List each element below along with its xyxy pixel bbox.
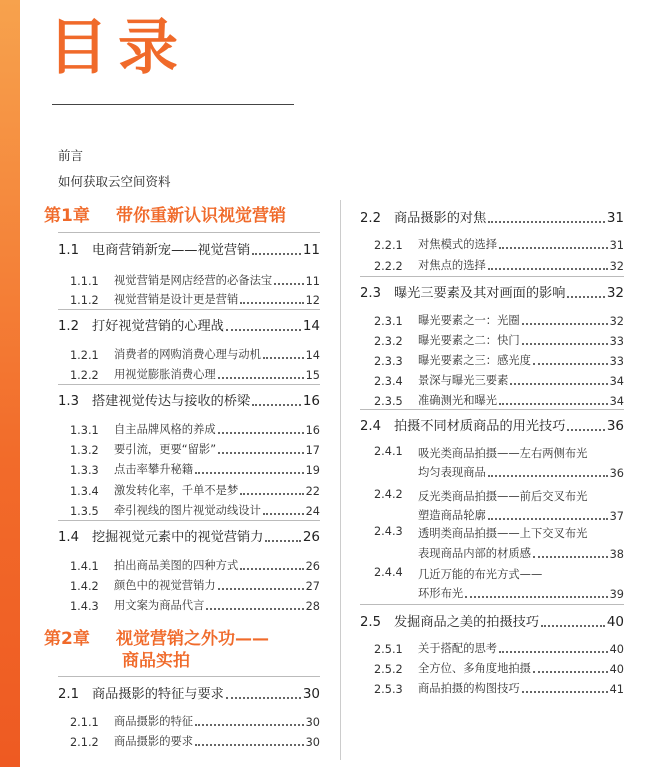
leader-dots <box>218 451 304 454</box>
subsection-title: 曝光要素之二：快门 <box>418 334 520 347</box>
toc-subsection-1-1-2[interactable] <box>70 289 320 307</box>
subsection-number: 1.4.2 <box>70 580 99 593</box>
leader-dots <box>541 624 605 627</box>
subsection-number: 2.3.1 <box>374 315 403 328</box>
page-number: 32 <box>609 315 624 328</box>
leader-dots <box>533 670 608 673</box>
subsection-number: 2.1.2 <box>70 736 99 749</box>
toc-subsection-2-5-1[interactable] <box>374 638 624 656</box>
chapter-title-line-1: 视觉营销之外功—— <box>116 629 269 649</box>
chapter-number: 第1章 <box>44 206 90 226</box>
section-title: 搭建视觉传达与接收的桥梁 <box>92 394 251 409</box>
subsection-title: 商品拍摄的构图技巧 <box>418 682 520 695</box>
section-number: 2.2 <box>360 211 381 226</box>
page-number: 30 <box>302 686 320 702</box>
page-number: 40 <box>606 614 624 630</box>
subsection-title: 曝光要素之三：感光度 <box>418 354 531 367</box>
subsection-title: 用文案为商品代言 <box>114 599 205 612</box>
page-number: 31 <box>609 239 624 252</box>
leader-dots <box>533 555 608 558</box>
subsection-number: 2.3.2 <box>374 335 403 348</box>
section-number: 1.4 <box>58 530 79 545</box>
column-separator <box>340 200 341 760</box>
page-number: 12 <box>305 294 320 307</box>
page-number: 16 <box>302 393 320 409</box>
subsection-number: 1.2.2 <box>70 369 99 382</box>
toc-subsection-1-3-4[interactable] <box>70 480 320 498</box>
leader-dots <box>263 356 304 359</box>
leader-dots <box>465 595 607 598</box>
page-number: 32 <box>606 285 624 301</box>
leader-dots <box>265 539 300 542</box>
leader-dots <box>195 743 304 746</box>
page-number: 14 <box>302 318 320 334</box>
section-number: 2.1 <box>58 687 79 702</box>
toc-subsection-1-2-1[interactable] <box>70 344 320 362</box>
leader-dots <box>488 220 605 223</box>
toc-section-2-2[interactable] <box>360 206 624 226</box>
section-title: 电商营销新宠——视觉营销 <box>92 243 251 258</box>
section-number: 1.2 <box>58 319 79 334</box>
page-number: 22 <box>305 485 320 498</box>
leader-dots <box>499 402 608 405</box>
subsection-title-line-2: 环形布光 <box>418 587 464 600</box>
page-number: 11 <box>302 242 320 258</box>
page-number: 32 <box>609 260 624 273</box>
toc-subsection-2-4-4-title-line-1[interactable]: 几近万能的布光方式—— <box>418 568 543 581</box>
leader-dots <box>252 403 301 406</box>
section-divider <box>58 232 320 233</box>
toc-subsection-2-2-2[interactable] <box>374 255 624 273</box>
leader-dots <box>499 650 608 653</box>
subsection-number: 2.3.4 <box>374 375 403 388</box>
toc-section-1-3[interactable] <box>58 389 320 409</box>
toc-subsection-2-1-1[interactable] <box>70 711 320 729</box>
section-title: 曝光三要素及其对画面的影响 <box>394 286 566 301</box>
section-title: 发掘商品之美的拍摄技巧 <box>394 615 540 630</box>
toc-subsection-2-4-2-number: 2.4.2 <box>374 488 403 501</box>
page-number: 11 <box>305 275 320 288</box>
subsection-title: 视觉营销是设计更是营销 <box>114 293 239 306</box>
page-number: 39 <box>609 588 624 601</box>
leader-dots <box>218 431 304 434</box>
leader-dots <box>206 607 303 610</box>
section-title: 商品摄影的对焦 <box>394 211 487 226</box>
subsection-number: 1.4.3 <box>70 600 99 613</box>
page-number: 40 <box>609 663 624 676</box>
orange-edge-stripe <box>0 0 20 767</box>
leader-dots <box>522 342 608 345</box>
toc-subsection-2-4-3-title-line-1[interactable]: 透明类商品拍摄——上下交叉布光 <box>418 527 588 540</box>
chapter-title: 带你重新认识视觉营销 <box>116 206 286 226</box>
leader-dots <box>274 282 303 285</box>
leader-dots <box>522 322 608 325</box>
toc-section-2-5[interactable] <box>360 610 624 630</box>
subsection-title: 商品摄影的特征 <box>114 715 194 728</box>
page-number: 30 <box>305 736 320 749</box>
toc-section-2-1[interactable] <box>58 682 320 702</box>
subsection-title: 自主品牌风格的养成 <box>114 423 216 436</box>
subsection-number: 1.4.1 <box>70 560 99 573</box>
toc-subsection-1-4-2[interactable] <box>70 575 320 593</box>
subsection-number: 1.3.2 <box>70 444 99 457</box>
page-number: 40 <box>609 643 624 656</box>
page-number: 24 <box>305 505 320 518</box>
toc-section-2-4[interactable] <box>360 414 624 434</box>
page-number: 30 <box>305 716 320 729</box>
subsection-title: 点击率攀升秘籍 <box>114 463 194 476</box>
toc-cloud-resources[interactable]: 如何获取云空间资料 <box>58 174 171 189</box>
toc-subsection-2-5-3[interactable] <box>374 678 624 696</box>
toc-subsection-1-1-1[interactable] <box>70 270 320 288</box>
toc-subsection-2-3-4[interactable] <box>374 370 624 388</box>
toc-subsection-2-1-2[interactable] <box>70 731 320 749</box>
toc-subsection-2-4-4[interactable] <box>374 583 624 601</box>
subsection-title: 牵引视线的图片视觉动线设计 <box>114 504 261 517</box>
toc-subsection-2-3-5[interactable] <box>374 390 624 408</box>
toc-subsection-1-3-1[interactable] <box>70 419 320 437</box>
leader-dots <box>499 246 608 249</box>
toc-section-1-4[interactable] <box>58 525 320 545</box>
subsection-title: 颜色中的视觉营销力 <box>114 579 216 592</box>
section-number: 1.1 <box>58 243 79 258</box>
page-title: 目录 <box>48 13 188 83</box>
leader-dots <box>218 376 304 379</box>
section-number: 2.5 <box>360 615 381 630</box>
section-title: 商品摄影的特征与要求 <box>92 687 224 702</box>
toc-section-2-3[interactable] <box>360 281 624 301</box>
section-divider <box>58 384 320 385</box>
subsection-title: 对焦点的选择 <box>418 259 486 272</box>
page-number: 34 <box>609 395 624 408</box>
subsection-title: 对焦模式的选择 <box>418 238 498 251</box>
toc-chapter-1[interactable] <box>44 205 286 227</box>
page-number: 33 <box>609 355 624 368</box>
leader-dots <box>226 328 301 331</box>
subsection-number: 2.5.3 <box>374 683 403 696</box>
page-number: 36 <box>609 467 624 480</box>
page-number: 36 <box>606 418 624 434</box>
page-number: 16 <box>305 424 320 437</box>
toc-subsection-2-2-1[interactable] <box>374 234 624 252</box>
page-number: 19 <box>305 464 320 477</box>
page-number: 31 <box>606 210 624 226</box>
toc-subsection-2-4-4-number: 2.4.4 <box>374 566 403 579</box>
leader-dots <box>510 382 607 385</box>
toc-subsection-1-3-5[interactable] <box>70 500 320 518</box>
leader-dots <box>240 301 303 304</box>
leader-dots <box>488 267 608 270</box>
subsection-number: 1.3.3 <box>70 464 99 477</box>
subsection-title: 消费者的网购消费心理与动机 <box>114 348 261 361</box>
toc-subsection-2-4-3[interactable] <box>374 543 624 561</box>
leader-dots <box>522 690 608 693</box>
leader-dots <box>226 696 301 699</box>
leader-dots <box>263 512 304 515</box>
subsection-title: 景深与曝光三要素 <box>418 374 509 387</box>
toc-subsection-1-3-2[interactable] <box>70 439 320 457</box>
leader-dots <box>195 723 304 726</box>
leader-dots <box>240 567 303 570</box>
subsection-title: 曝光要素之一：光圈 <box>418 314 520 327</box>
toc-subsection-2-5-2[interactable] <box>374 658 624 676</box>
subsection-title-line-2: 塑造商品轮廓 <box>418 509 486 522</box>
section-divider <box>58 520 320 521</box>
toc-section-1-1[interactable] <box>58 238 320 258</box>
section-number: 2.3 <box>360 286 381 301</box>
leader-dots <box>240 492 303 495</box>
page-number: 15 <box>305 369 320 382</box>
page-number: 17 <box>305 444 320 457</box>
section-divider <box>58 309 320 310</box>
subsection-number: 1.3.1 <box>70 424 99 437</box>
subsection-number: 2.2.1 <box>374 239 403 252</box>
leader-dots <box>195 471 304 474</box>
toc-subsection-2-3-1[interactable] <box>374 310 624 328</box>
section-number: 1.3 <box>58 394 79 409</box>
page-number: 27 <box>305 580 320 593</box>
page-number: 33 <box>609 335 624 348</box>
subsection-title-line-2: 表现商品内部的材质感 <box>418 547 531 560</box>
section-title: 挖掘视觉元素中的视觉营销力 <box>92 530 264 545</box>
toc-section-1-2[interactable] <box>58 314 320 334</box>
page-number: 28 <box>305 600 320 613</box>
toc-subsection-2-4-1[interactable] <box>374 462 624 480</box>
section-divider <box>360 604 624 605</box>
subsection-title: 用视觉膨胀消费心理 <box>114 368 216 381</box>
subsection-title: 要引流，更要“留影” <box>114 443 217 456</box>
toc-chapter-2[interactable] <box>44 628 269 672</box>
leader-dots <box>488 474 608 477</box>
page-number: 37 <box>609 510 624 523</box>
subsection-number: 1.2.1 <box>70 349 99 362</box>
subsection-number: 1.3.5 <box>70 505 99 518</box>
page-number: 34 <box>609 375 624 388</box>
section-title: 拍摄不同材质商品的用光技巧 <box>394 419 566 434</box>
toc-subsection-2-3-2[interactable] <box>374 330 624 348</box>
subsection-number: 2.1.1 <box>70 716 99 729</box>
leader-dots <box>567 428 604 431</box>
leader-dots <box>567 295 604 298</box>
chapter-title <box>116 628 269 672</box>
chapter-number: 第2章 <box>44 629 90 649</box>
page-number: 41 <box>609 683 624 696</box>
section-title: 打好视觉营销的心理战 <box>92 319 224 334</box>
toc-subsection-2-3-3[interactable] <box>374 350 624 368</box>
section-number: 2.4 <box>360 419 381 434</box>
subsection-number: 1.1.1 <box>70 275 99 288</box>
toc-subsection-2-4-3-number: 2.4.3 <box>374 525 403 538</box>
subsection-number: 2.5.1 <box>374 643 403 656</box>
leader-dots <box>218 587 304 590</box>
subsection-title: 全方位、多角度地拍摄 <box>418 662 531 675</box>
section-divider <box>360 409 624 410</box>
title-rule <box>52 104 294 105</box>
subsection-number: 2.5.2 <box>374 663 403 676</box>
page-number: 38 <box>609 548 624 561</box>
subsection-title: 准确测光和曝光 <box>418 394 498 407</box>
leader-dots <box>252 252 301 255</box>
subsection-number: 2.3.3 <box>374 355 403 368</box>
toc-subsection-2-4-1-number: 2.4.1 <box>374 445 403 458</box>
toc-subsection-1-3-3[interactable] <box>70 459 320 477</box>
toc-foreword[interactable]: 前言 <box>58 148 84 163</box>
subsection-number: 2.3.5 <box>374 395 403 408</box>
subsection-title: 视觉营销是网店经营的必备法宝 <box>114 274 273 287</box>
chapter-title-line-2: 商品实拍 <box>122 651 190 671</box>
subsection-number: 2.2.2 <box>374 260 403 273</box>
subsection-title-line-2: 均匀表现商品 <box>418 466 486 479</box>
subsection-number: 1.3.4 <box>70 485 99 498</box>
subsection-title: 商品摄影的要求 <box>114 735 194 748</box>
page-number: 26 <box>305 560 320 573</box>
toc-subsection-1-4-1[interactable] <box>70 555 320 573</box>
leader-dots <box>533 362 608 365</box>
page-number: 26 <box>302 529 320 545</box>
section-divider <box>58 676 320 677</box>
subsection-title: 关于搭配的思考 <box>418 642 498 655</box>
section-divider <box>360 276 624 277</box>
toc-subsection-1-2-2[interactable] <box>70 364 320 382</box>
subsection-number: 1.1.2 <box>70 294 99 307</box>
toc-subsection-2-4-2[interactable] <box>374 505 624 523</box>
subsection-title: 拍出商品美图的四种方式 <box>114 559 239 572</box>
page-number: 14 <box>305 349 320 362</box>
subsection-title: 激发转化率，千单不是梦 <box>114 484 239 497</box>
leader-dots <box>488 517 608 520</box>
toc-subsection-1-4-3[interactable] <box>70 595 320 613</box>
toc-subsection-2-4-2-title-line-1[interactable]: 反光类商品拍摄——前后交叉布光 <box>418 490 588 503</box>
toc-subsection-2-4-1-title-line-1[interactable]: 吸光类商品拍摄——左右两侧布光 <box>418 447 588 460</box>
